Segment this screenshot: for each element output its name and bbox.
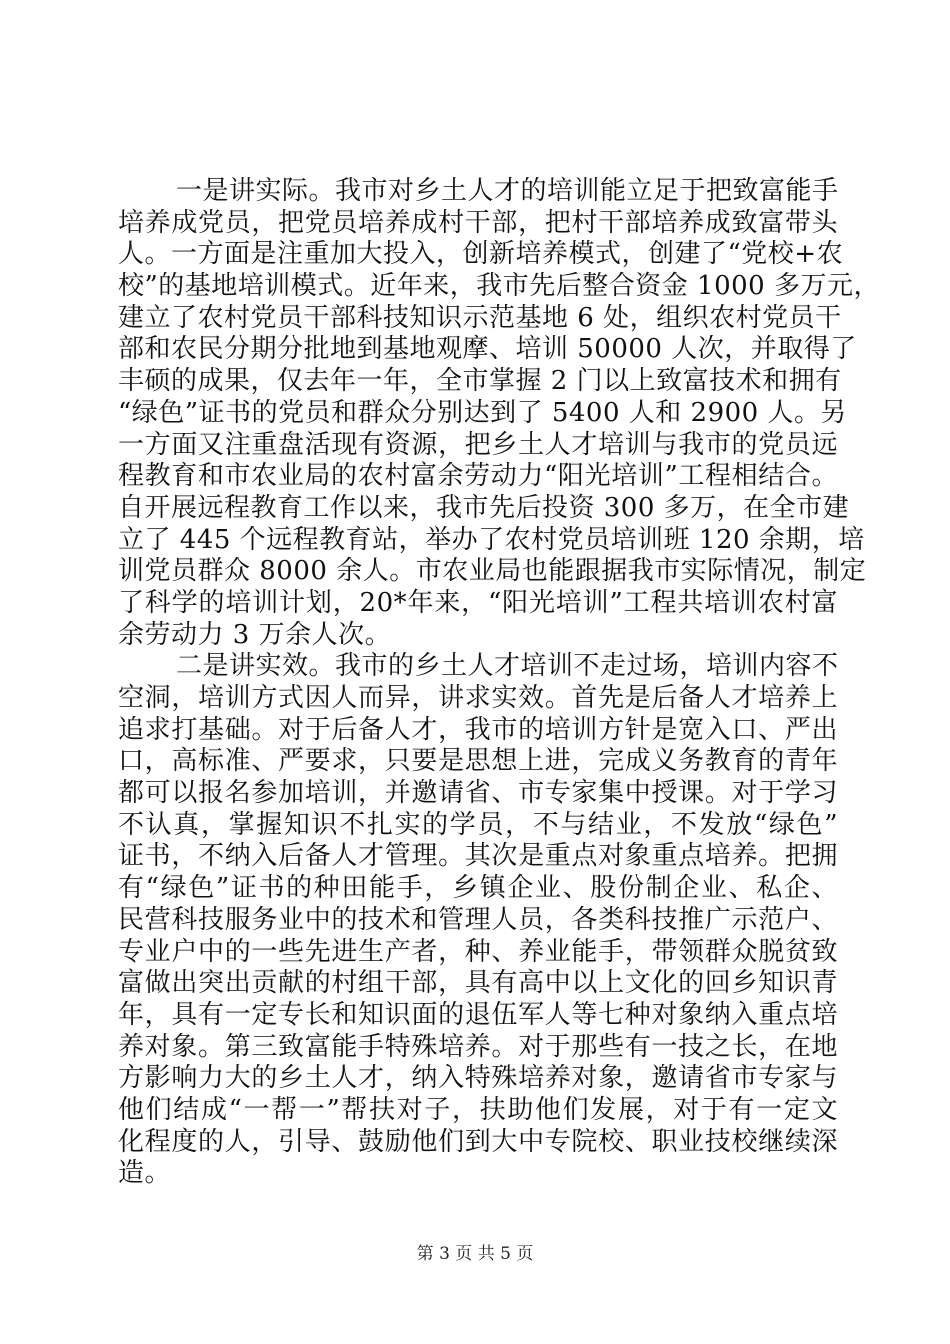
paragraph-1 [118, 176, 880, 651]
text-line: 一方面又注重盘活现有资源，把乡土人才培训与我市的党员远 [118, 429, 838, 460]
text-line: 人。一方面是注重加大投入，创新培养模式，创建了“党校+农 [118, 239, 844, 270]
text-line: 余劳动力 3 万余人次。 [118, 619, 392, 650]
text-line: 自开展远程教育工作以来，我市先后投资 300 多万，在全市建 [118, 492, 850, 523]
text-line: 专业户中的一些先进生产者，种、养业能手，带领群众脱贫致 [118, 936, 838, 967]
paragraph-2 [118, 651, 838, 1190]
text-line: 追求打基础。对于后备人才，我市的培训方针是宽入口、严出 [118, 714, 838, 745]
text-line: 丰硕的成果，仅去年一年，全市掌握 2 门以上致富技术和拥有 [118, 366, 842, 397]
text-line: 化程度的人，引导、鼓励他们到大中专院校、职业技校继续深 [118, 1126, 838, 1157]
body-text [118, 176, 880, 1190]
text-line: 造。 [118, 1158, 172, 1189]
text-line: 年，具有一定专长和知识面的退伍军人等七种对象纳入重点培 [118, 999, 838, 1030]
text-line: 校”的基地培训模式。近年来，我市先后整合资金 1000 多万元， [118, 271, 880, 302]
text-line: 不认真，掌握知识不扎实的学员，不与结业，不发放“绿色” [118, 809, 838, 840]
text-line: 都可以报名参加培训，并邀请省、市专家集中授课。对于学习 [118, 778, 838, 809]
text-line: 部和农民分期分批地到基地观摩、培训 50000 人次，并取得了 [118, 334, 857, 365]
text-line: 口，高标准、严要求，只要是思想上进，完成义务教育的青年 [118, 746, 838, 777]
text-line: 民营科技服务业中的技术和管理人员，各类科技推广示范户、 [118, 904, 838, 935]
page-number-footer: 第 3 页 共 5 页 [416, 1244, 534, 1264]
text-line: 立了 445 个远程教育站，举办了农村党员培训班 120 余期，培 [118, 524, 865, 555]
text-line: 养对象。第三致富能手特殊培养。对于那些有一技之长，在地 [118, 1031, 838, 1062]
text-line: 有“绿色”证书的种田能手，乡镇企业、股份制企业、私企、 [118, 873, 838, 904]
text-line: 一是讲实际。我市对乡土人才的培训能立足于把致富能手 [176, 176, 839, 206]
text-line: “绿色”证书的党员和群众分别达到了 5400 人和 2900 人。另 [118, 397, 847, 428]
text-line: 程教育和市农业局的农村富余劳动力“阳光培训”工程相结合。 [118, 461, 838, 492]
text-line: 培养成党员，把党员培养成村干部，把村干部培养成致富带头 [118, 207, 838, 238]
text-line: 证书，不纳入后备人才管理。其次是重点对象重点培养。把拥 [118, 841, 838, 872]
text-line: 二是讲实效。我市的乡土人才培训不走过场，培训内容不 [176, 651, 839, 682]
text-line: 他们结成“一帮一”帮扶对子，扶助他们发展，对于有一定文 [118, 1094, 838, 1125]
text-line: 空洞，培训方式因人而异，讲求实效。首先是后备人才培养上 [118, 683, 838, 713]
text-line: 富做出突出贡献的村组干部，具有高中以上文化的回乡知识青 [118, 968, 838, 999]
text-line: 建立了农村党员干部科技知识示范基地 6 处，组织农村党员干 [118, 302, 842, 333]
text-line: 方影响力大的乡土人才，纳入特殊培养对象，邀请省市专家与 [118, 1063, 838, 1094]
text-line: 训党员群众 8000 余人。市农业局也能跟据我市实际情况，制定 [118, 556, 867, 587]
text-line: 了科学的培训计划，20*年来，“阳光培训”工程共培训农村富 [118, 587, 838, 618]
